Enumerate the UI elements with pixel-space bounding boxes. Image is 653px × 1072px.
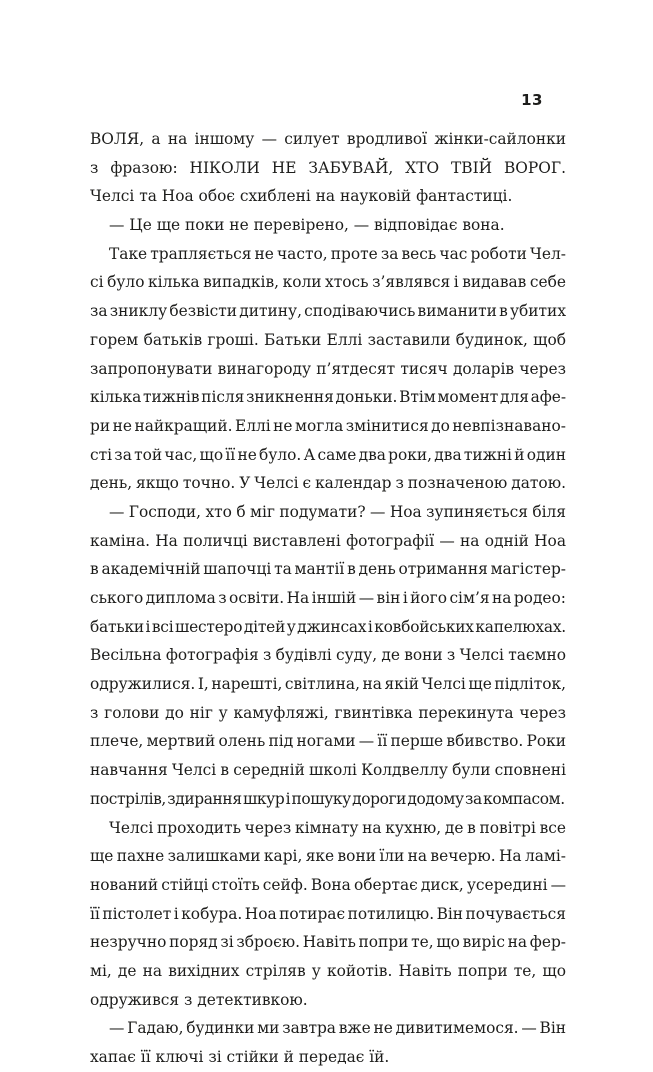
- text-line: пострілів, здирання шкур і пошуку дороги додому за компасом.: [90, 789, 565, 808]
- text-line: навчання Челсі в середній школі Колдвеллу були сповнені: [90, 761, 566, 780]
- text-line: Весільна фотографія з будівлі суду, де вони з Челсі таємно: [90, 646, 566, 665]
- text-line: з голови до ніг у камуфляжі, гвинтівка перекинута через: [90, 703, 566, 722]
- text-line: запропонувати винагороду п’ятдесят тисяч доларів через: [90, 359, 566, 378]
- text-line: з фразою: НІКОЛИ НЕ ЗАБУВАЙ, ХТО ТВІЙ ВОРОГ.: [90, 158, 566, 177]
- text-line: незручно поряд зі зброєю. Навіть попри те, що виріс на фер-: [90, 933, 566, 952]
- body-text: [90, 125, 566, 1072]
- text-line: плече, мертвий олень під ногами — її перше вбивство. Роки: [90, 732, 566, 751]
- text-line: нований стійці стоїть сейф. Вона обертає диск, усередині —: [90, 875, 566, 894]
- text-line: каміна. На поличці виставлені фотографії — на одній Ноа: [90, 531, 566, 550]
- text-line: горем батьків гроші. Батьки Еллі заставили будинок, щоб: [90, 330, 566, 349]
- text-line: мі, де на вихідних стріляв у койотів. Навіть попри те, що: [90, 961, 566, 980]
- text-line: день, якщо точно. У Челсі є календар з позначеною датою.: [90, 474, 566, 493]
- text-line: хапає її ключі зі стійки й передає їй.: [90, 1048, 390, 1066]
- text-line: Челсі та Ноа обоє схиблені на науковій фантастиці.: [90, 187, 513, 206]
- text-line: — Це ще поки не перевірено, — відповідає вона.: [109, 216, 505, 235]
- text-line: — Гадаю, будинки ми завтра вже не дивитимемося. — Він: [109, 1019, 566, 1038]
- text-line: її пістолет і кобура. Ноа потирає потилицю. Він почувається: [90, 904, 566, 923]
- text-line: сті за той час, що її не було. А саме два роки, два тижні й один: [90, 445, 566, 464]
- text-line: кілька тижнів після зникнення доньки. Втім момент для афе-: [90, 388, 566, 407]
- text-line: ще пахне залишками карі, яке вони їли на вечерю. На ламі-: [90, 847, 566, 866]
- text-line: Таке трапляється не часто, проте за весь час роботи Чел-: [109, 244, 566, 263]
- text-line: за зниклу безвісти дитину, сподіваючись виманити в убитих: [90, 302, 566, 321]
- text-line: ВОЛЯ, а на іншому — силует вродливої жінки-сайлонки: [90, 130, 566, 148]
- text-line: ського диплома з освіти. На іншій — він і його сім’я на родео:: [90, 589, 566, 607]
- text-line: батьки і всі шестеро дітей у джинсах і ковбойських капелюхах.: [90, 617, 566, 636]
- text-line: в академічній шапочці та мантії в день отримання магістер-: [90, 560, 566, 579]
- text-line: одружилися. І, нарешті, світлина, на якій Челсі ще підліток,: [90, 675, 566, 694]
- page-number: 13: [521, 91, 543, 109]
- text-line: одружився з детективкою.: [90, 990, 308, 1009]
- text-line: Челсі проходить через кімнату на кухню, де в повітрі все: [109, 818, 566, 837]
- text-line: ри не найкращий. Еллі не могла змінитися до невпізнаванo-: [90, 416, 566, 435]
- text-line: сі було кілька випадків, коли хтось з’являвся і видавав себе: [90, 273, 566, 292]
- text-line: — Господи, хто б міг подумати? — Ноа зупиняється біля: [109, 502, 566, 521]
